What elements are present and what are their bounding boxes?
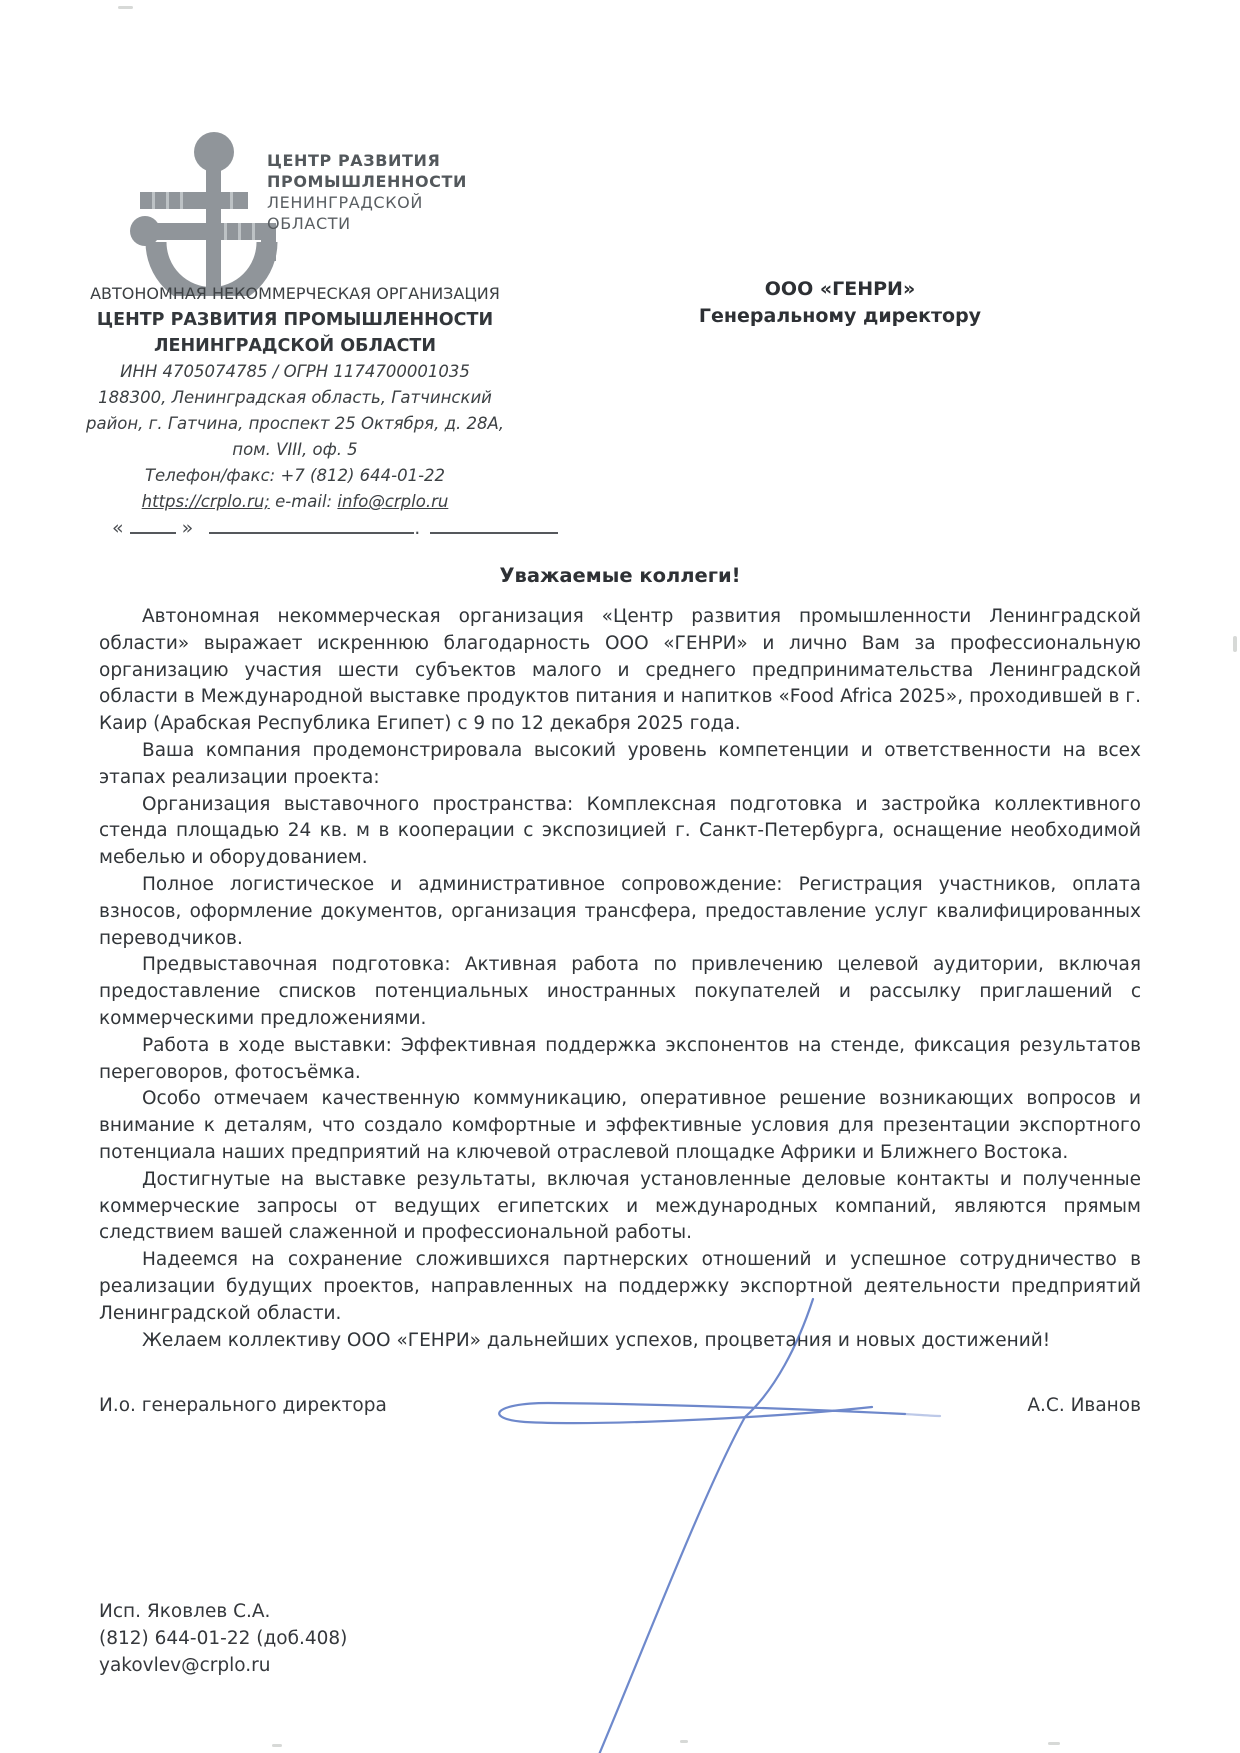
sender-email-label: e-mail: — [269, 492, 338, 511]
executor-phone: (812) 644-01-22 (доб.408) — [99, 1628, 348, 1649]
scan-artifact — [118, 6, 133, 9]
sender-name-line2: ЛЕНИНГРАДСКОЙ ОБЛАСТИ — [153, 336, 437, 356]
sender-registration: ИНН 4705074785 / ОГРН 1174700001035 — [120, 362, 470, 381]
close-quote: » — [181, 517, 194, 539]
executor-email-link[interactable]: yakovlev@crplo.ru — [99, 1655, 271, 1676]
body-paragraph: Организация выставочного пространства: Комплексная подготовка и застройка коллективного стенда площадью 24 кв. м в кооперации с экспозицией г. Санкт-Петербурга, оснащение необходимой мебелью и оборудованием. — [99, 793, 1141, 869]
logo-brand-text — [267, 150, 467, 234]
sender-block — [70, 281, 520, 515]
date-separator: . — [414, 517, 421, 539]
executor-block — [99, 1598, 347, 1679]
sender-address-line1: 188300, Ленинградская область, Гатчинский — [98, 388, 492, 407]
brand-line: ЦЕНТР РАЗВИТИЯ — [267, 151, 441, 170]
brand-line: ОБЛАСТИ — [267, 214, 351, 233]
signer-position: И.о. генерального директора — [99, 1395, 387, 1416]
sender-address-line3: пом. VIII, оф. 5 — [232, 440, 358, 459]
date-month-blank — [209, 516, 414, 534]
scan-artifact — [680, 1740, 688, 1743]
letter-body — [99, 604, 1141, 1354]
salutation: Уважаемые коллеги! — [499, 564, 741, 587]
date-day-blank — [130, 516, 176, 534]
open-quote: « — [112, 517, 124, 539]
body-paragraph: Желаем коллективу ООО «ГЕНРИ» дальнейших успехов, процветания и новых достижений! — [142, 1329, 1051, 1351]
date-line — [112, 516, 532, 539]
sender-website-link[interactable]: https://crplo.ru; — [141, 492, 270, 511]
brand-line: ПРОМЫШЛЕННОСТИ — [267, 172, 468, 191]
recipient-addressee: Генеральному директору — [698, 305, 982, 327]
signer-name: А.С. Иванов — [1027, 1395, 1141, 1416]
scan-artifact — [1048, 1742, 1060, 1745]
recipient-company: ООО «ГЕНРИ» — [764, 278, 916, 300]
body-paragraph: Надеемся на сохранение сложившихся партнерских отношений и успешное сотрудничество в реализации будущих проектов, направленных на поддержку экспортной деятельности предприятий Ленинградской области. — [99, 1249, 1141, 1324]
sender-links-line — [70, 489, 520, 515]
sender-address-line2: район, г. Гатчина, проспект 25 Октября, д. 28А, — [85, 414, 505, 433]
body-paragraph: Достигнутые на выставке результаты, включая установленные деловые контакты и полученные коммерческие запросы от ведущих египетских и международных компаний, являются прямым следствием вашей слаженной и профессиональной работы. — [99, 1168, 1141, 1244]
body-paragraph: Полное логистическое и административное сопровождение: Регистрация участников, оплата взносов, оформление документов, организация трансфера, предоставление услуг квалифицированных переводчиков. — [99, 873, 1141, 949]
body-paragraph: Особо отмечаем качественную коммуникацию, оперативное решение возникающих вопросов и внимание к деталям, что создало комфортные и эффективные условия для презентации экспортного потенциала наших предприятий на ключевой отраслевой площадке Африки и Ближнего Востока. — [99, 1088, 1141, 1163]
date-number-blank — [430, 516, 558, 534]
body-paragraph: Работа в ходе выставки: Эффективная поддержка экспонентов на стенде, фиксация результатов переговоров, фотосъёмка. — [99, 1034, 1141, 1083]
sender-phone: Телефон/факс: +7 (812) 644-01-22 — [144, 466, 446, 485]
brand-line: ЛЕНИНГРАДСКОЙ — [267, 193, 423, 212]
sender-name-line1: ЦЕНТР РАЗВИТИЯ ПРОМЫШЛЕННОСТИ — [96, 310, 494, 330]
body-paragraph: Предвыставочная подготовка: Активная работа по привлечению целевой аудитории, включая предоставление списков потенциальных иностранных покупателей и рассылку приглашений с коммерческими предложениями. — [99, 954, 1141, 1029]
executor-name: Исп. Яковлев С.А. — [99, 1601, 271, 1622]
body-paragraph: Автономная некоммерческая организация «Центр развития промышленности Ленинградской области» выражает искреннюю благодарность ООО «ГЕНРИ» и лично Вам за профессиональную организацию участия шести субъектов малого и среднего предпринимательства Ленинградской области в Международной выставке продуктов питания и напитков «Food Africa 2025», проходившей в г. Каир (Арабская Республика Египет) с 9 по 12 декабря 2025 года. — [99, 606, 1141, 735]
sender-email-link[interactable]: info@crplo.ru — [337, 492, 449, 511]
recipient-block — [640, 276, 1040, 330]
body-paragraph: Ваша компания продемонстрировала высокий уровень компетенции и ответственности на всех этапах реализации проекта: — [99, 739, 1141, 788]
signature-row — [99, 1395, 1141, 1416]
sender-org-type: АВТОНОМНАЯ НЕКОММЕРЧЕСКАЯ ОРГАНИЗАЦИЯ — [90, 284, 500, 303]
scan-artifact — [1233, 636, 1237, 652]
scan-artifact — [272, 1744, 282, 1747]
